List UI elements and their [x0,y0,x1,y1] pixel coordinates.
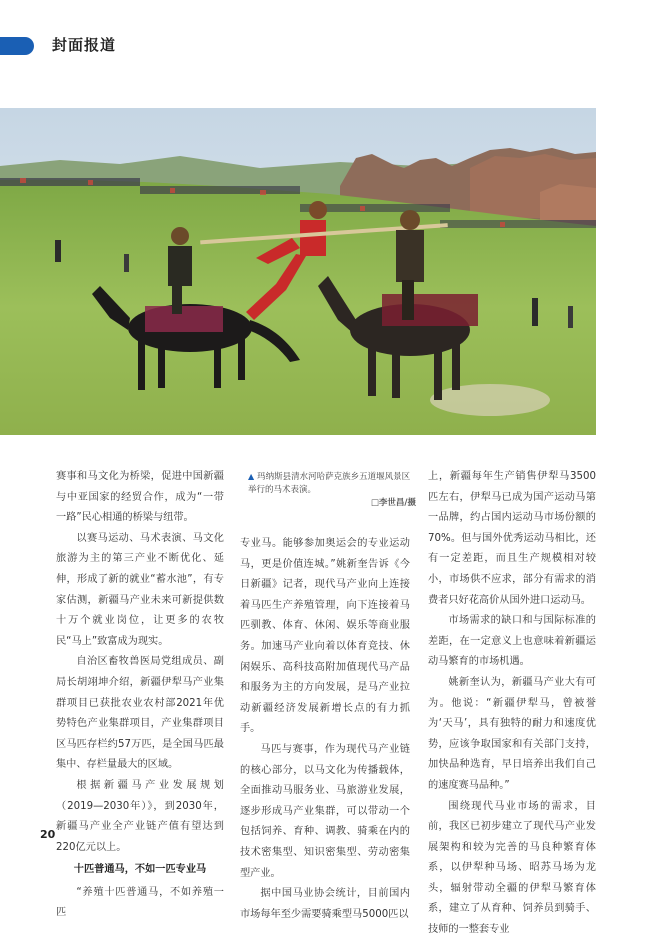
cover-photo [0,108,596,435]
paragraph: 姚新奎认为，新疆马产业大有可为。他说：“新疆伊犁马，曾被誉为‘天马’，具有独特的耐力和速度优势，应该争取国家和有关部门支持，加快品种选育，早日培养出我们自己的速度赛马品种。” [428,676,596,791]
paragraph: 上，新疆每年生产销售伊犁马3500匹左右，伊犁马已成为国产运动马第一品牌，约占国内运动马市场份额的70%。但与国外优秀运动马相比，还有一定差距，而且生产规模相对较小，市场供不应求，部分有需求的消费者只好花高价从国外进口运动马。 [428,471,596,606]
paragraph: 以赛马运动、马术表演、马文化旅游为主的第三产业不断优化、延伸，形成了新的就业“蓄水池”，有专家估测，新疆马产业未来可新提供数十万个就业岗位，让更多的农牧民“马上”致富成为现实。 [56,532,224,647]
article-column-3 [428,467,596,941]
photo-caption [248,470,416,510]
paragraph: 赛事和马文化为桥梁，促进中国新疆与中亚国家的经贸合作，成为“一带一路”民心相通的桥梁与纽带。 [56,471,224,524]
photo-credit: □李世昌/摄 [370,498,416,508]
paragraph: 根据新疆马产业发展规划（2019—2030年）》，到2030年，新疆马产业全产业链产值有望达到220亿元以上。 [56,779,224,853]
page-number: 20 [40,828,56,841]
caption-triangle-icon: ▲ [248,472,255,481]
paragraph: 据中国马业协会统计，目前国内市场每年至少需要骑乘型马5000匹以 [240,888,410,920]
caption-text: 玛纳斯县清水河哈萨克族乡五道堰风景区举行的马术表演。 [248,472,411,495]
article-column-2 [240,534,410,925]
paragraph: 围绕现代马业市场的需求，目前，我区已初步建立了现代马产业发展架构和较为完善的马良种繁育体系，以伊犁种马场、昭苏马场为龙头，辐射带动全疆的伊犁马繁育体系，建立了从育种、饲养员到骑手、技师的一整套专业 [428,800,596,936]
paragraph: 马匹与赛事，作为现代马产业链的核心部分，以马文化为传播载体，全面推动马服务业、马旅游业发展，逐步形成马产业集群，可以带动一个包括饲养、育种、调教、骑乘在内的技术密集型、知识密集型、劳动密集型产业。 [240,743,410,879]
section-title: 封面报道 [52,36,117,54]
paragraph: 市场需求的缺口和与国际标准的差距，在一定意义上也意味着新疆运动马繁育的市场机遇。 [428,615,596,668]
paragraph: 自治区畜牧兽医局党组成员、副局长胡翊坤介绍，新疆伊犁马产业集群项目已获批农业农村部2021年优势特色产业集群项目，产业集群项目区马匹存栏约57万匹，是全国马匹最集中、存栏量最大的区域。 [56,656,224,771]
paragraph: 专业马。能够参加奥运会的专业运动马，更是价值连城。”姚新奎告诉《今日新疆》记者，现代马产业向上连接着马匹生产养殖管理，向下连接着马匹驯教、体育、休闲、娱乐等商业服务。加速马产业向着以体育竞技、休闲娱乐、高科技高附加值现代马产品和服务为主的方向发展，是马产业拉动新疆经济发展新增长点的有力抓手。 [240,538,410,735]
paragraph: “养殖十匹普通马，不如养殖一匹 [56,886,224,919]
section-accent-bar [0,37,34,55]
subheading: 十匹普通马，不如一匹专业马 [73,864,207,876]
article-column-1 [56,467,224,924]
